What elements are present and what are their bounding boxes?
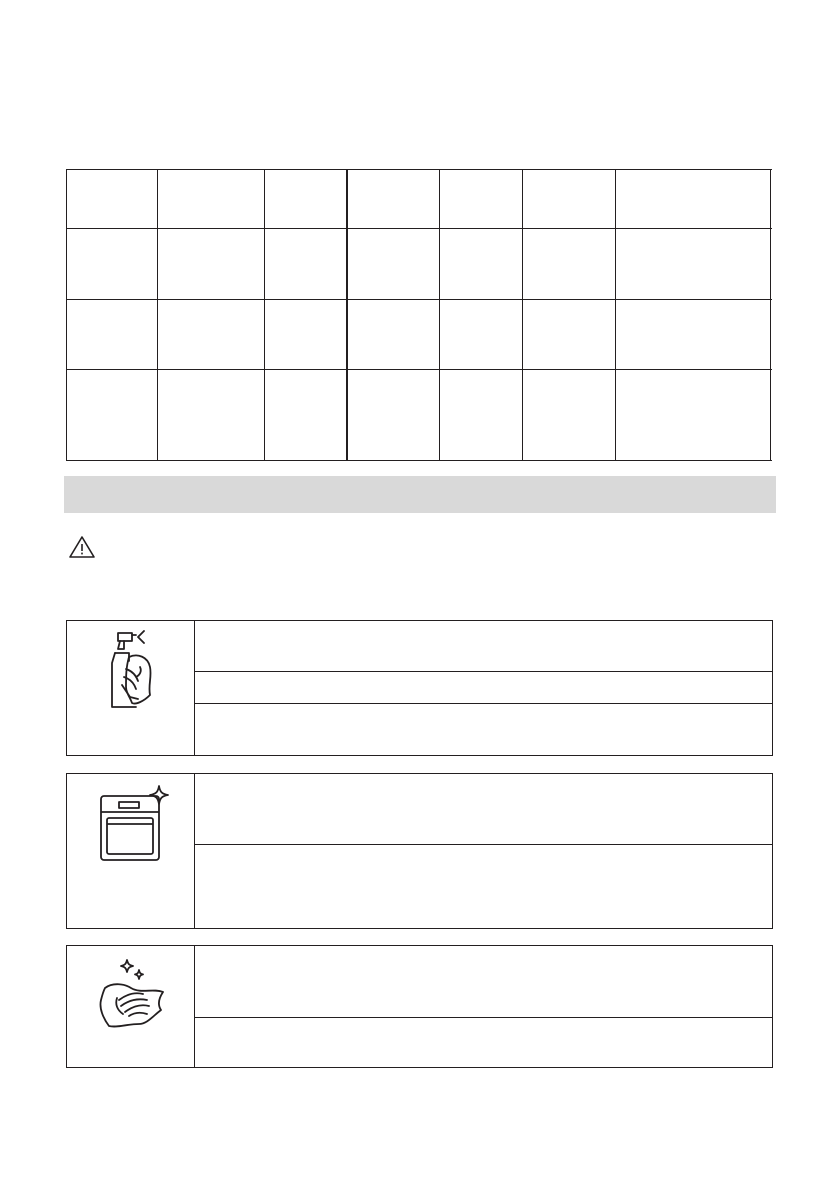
care-row	[194, 621, 772, 671]
table-cell	[615, 369, 770, 381]
table-cell	[66, 369, 157, 381]
table-column-divider	[157, 170, 158, 460]
table-header-cell	[264, 170, 346, 182]
table-cell	[264, 228, 346, 240]
table-cell	[439, 369, 522, 381]
table-column-divider	[66, 170, 67, 460]
care-row	[194, 844, 772, 928]
care-block-oven-interior	[66, 773, 773, 929]
table-cell	[346, 228, 439, 240]
table-cell	[522, 228, 615, 240]
table-cell	[439, 228, 522, 240]
care-icon-cell	[67, 946, 195, 1067]
table-header-cell	[439, 170, 522, 182]
table-cell	[157, 369, 264, 381]
table-column-divider	[439, 170, 440, 460]
table-header-cell	[157, 170, 264, 182]
table-header-cell	[615, 170, 770, 182]
warning-icon	[68, 535, 96, 559]
table-header-cell	[346, 170, 439, 182]
table-cell	[615, 228, 770, 240]
hand-cloth-sparkle-icon	[91, 958, 171, 1032]
care-row	[194, 703, 772, 755]
care-row	[194, 774, 772, 844]
table-header-cell	[66, 170, 157, 182]
table-cell	[66, 299, 157, 311]
table-cell	[522, 299, 615, 311]
table-column-divider	[522, 170, 523, 460]
table-cell	[346, 369, 439, 381]
spray-bottle-cloth-icon	[96, 627, 166, 711]
oven-sparkle-icon	[91, 784, 171, 868]
table-header-cell	[522, 170, 615, 182]
table-cell	[346, 299, 439, 311]
care-block-cleaning-agent	[66, 620, 773, 756]
care-row	[194, 671, 772, 703]
data-table	[66, 169, 772, 461]
table-cell	[157, 228, 264, 240]
care-row	[194, 946, 772, 1017]
care-block-cloth-cleaning	[66, 945, 773, 1068]
care-row	[194, 1017, 772, 1067]
table-cell	[522, 369, 615, 381]
table-cell	[66, 228, 157, 240]
table-column-divider	[264, 170, 265, 460]
table-column-divider	[346, 170, 348, 460]
section-heading-bar	[64, 476, 776, 513]
table-cell	[157, 299, 264, 311]
care-icon-cell	[67, 774, 195, 928]
table-cell	[615, 299, 770, 311]
table-column-divider	[615, 170, 616, 460]
table-column-divider	[770, 170, 771, 460]
care-icon-cell	[67, 621, 195, 755]
table-cell	[439, 299, 522, 311]
table-cell	[264, 369, 346, 381]
table-cell	[264, 299, 346, 311]
